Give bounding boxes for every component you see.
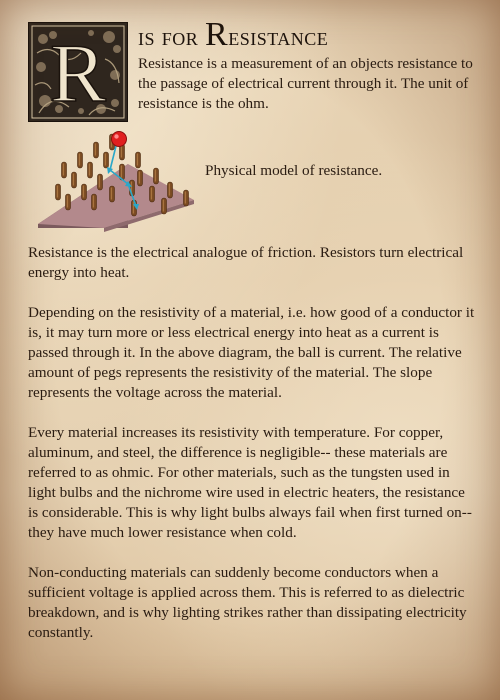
title-initial: R	[205, 16, 229, 53]
peg-highlight-9	[121, 146, 122, 158]
paragraph-friction: Resistance is the electrical analogue of friction. Resistors turn electrical energy into heat.	[28, 244, 464, 281]
peg-highlight-20	[151, 188, 152, 200]
drop-cap-letter: R	[49, 27, 107, 120]
peg-highlight-15	[139, 172, 140, 184]
peg-highlight-24	[185, 192, 186, 204]
peg-highlight-17	[93, 196, 94, 208]
drop-cap-illustration	[28, 22, 128, 122]
peg-highlight-5	[57, 186, 58, 198]
figure-caption: Physical model of resistance.	[205, 162, 383, 179]
paragraph-breakdown: Non-conducting materials can suddenly become conductors when a sufficient voltage is applied across them. This is referred to as dielectric breakdown, and is why lighting strikes rather than dissipating electricity constantly.	[28, 564, 467, 641]
paragraph-temperature: Every material increases its resistivity with temperature. For copper, aluminum, and steel, the difference is negligible-- these materials are referred to as ohmic. For other materials, such as the tungsten used in light bulbs and the nichrome wire used in electric heaters, the resistance is considerable. This is why light bulbs always fail when first turned on-- they have much lower resistance when cold.	[28, 424, 472, 541]
resistance-model-diagram	[36, 124, 196, 234]
peg-highlight-2	[79, 154, 80, 166]
peg-highlight-22	[133, 202, 134, 214]
article-body	[28, 243, 476, 663]
peg-highlight-11	[67, 196, 68, 208]
current-ball-highlight	[114, 134, 118, 138]
peg-highlight-23	[163, 200, 164, 212]
peg-highlight-6	[73, 174, 74, 186]
peg-highlight-16	[155, 170, 156, 182]
peg-highlight-3	[95, 144, 96, 156]
peg-highlight-12	[83, 186, 84, 198]
peg-highlight-18	[111, 188, 112, 200]
ornate-initial-icon	[29, 23, 127, 121]
peg-highlight-1	[63, 164, 64, 176]
peg-highlight-8	[105, 154, 106, 166]
peg-highlight-14	[121, 166, 122, 178]
peg-highlight-21	[169, 184, 170, 196]
current-ball	[112, 132, 127, 147]
resistance-model-svg	[36, 124, 196, 234]
paragraph-resistivity: Depending on the resistivity of a material, i.e. how good of a conductor it is, it may turn more or less electrical energy into heat as a current is passed through it. In the above diagram, the ball is current. The relative amount of pegs represents the resistivity of the material. The slope represents the voltage across the material.	[28, 304, 475, 401]
peg-highlight-10	[137, 154, 138, 166]
title-prefix: is for	[138, 24, 206, 51]
title-suffix: esistance	[228, 24, 329, 51]
intro-paragraph: Resistance is a measurement of an objects resistance to the passage of electrical current through it. The unit of resistance is the ohm.	[138, 55, 473, 112]
peg-highlight-7	[89, 164, 90, 176]
page-title	[138, 16, 488, 54]
arrow-head-1	[107, 167, 113, 174]
peg-highlight-13	[99, 176, 100, 188]
